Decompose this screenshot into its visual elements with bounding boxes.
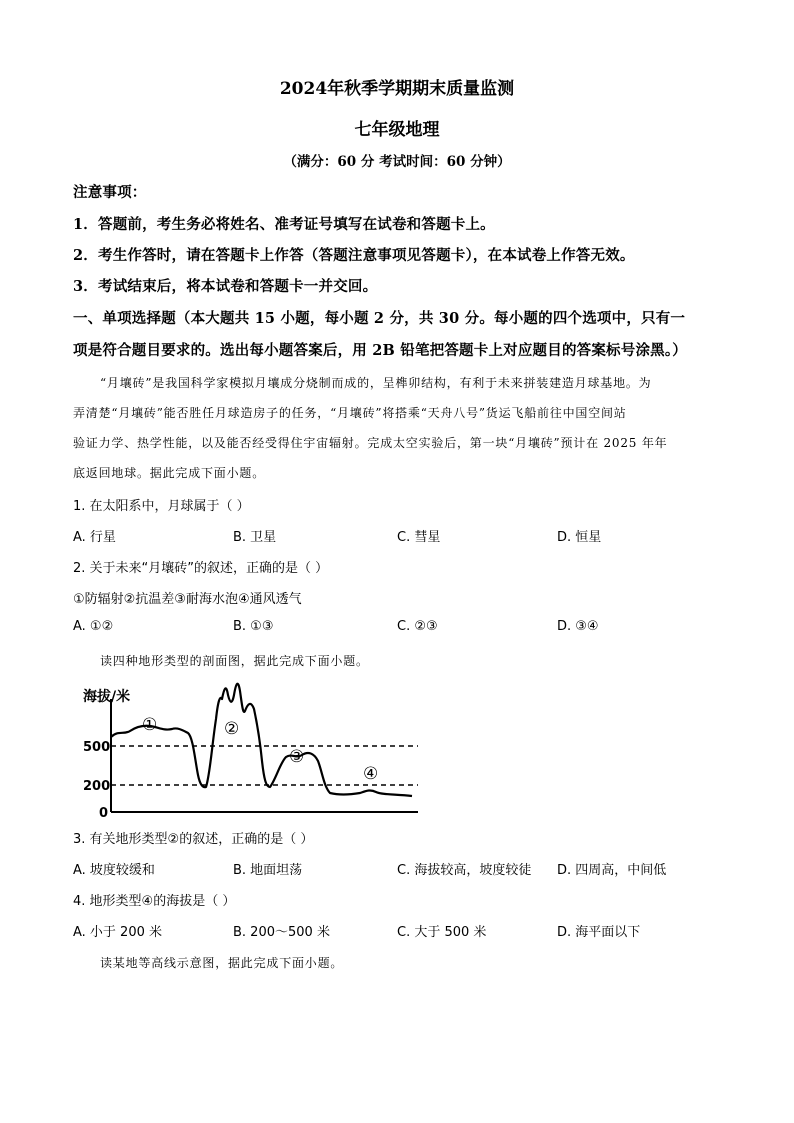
- option-b: B. 卫星: [233, 530, 277, 545]
- option-c: C. 大于 500 米: [397, 925, 487, 940]
- figure-ylabel: 海拔/米: [83, 689, 131, 705]
- terrain-profile-figure: [80, 675, 425, 820]
- passage-line: 验证力学、热学性能，以及能否经受得住宇宙辐射。完成太空实验后，第一块“月壤砖”预计在 2025 年年: [73, 436, 668, 450]
- landform-label-2: ②: [224, 719, 240, 739]
- note-item: 3．考试结束后，将本试卷和答题卡一并交回。: [73, 278, 378, 295]
- question-stem: 3. 有关地形类型②的叙述，正确的是（ ）: [73, 832, 314, 847]
- passage-line: 读四种地形类型的剖面图，据此完成下面小题。: [100, 654, 369, 668]
- option-d: D. 恒星: [557, 530, 602, 545]
- tick-label-200: 200: [83, 779, 111, 794]
- question-choices: ①防辐射②抗温差③耐海水泡④通风透气: [73, 592, 302, 607]
- passage-line: “月壤砖”是我国科学家模拟月壤成分烧制而成的，呈榫卯结构，有利于未来拼装建造月球基地。为: [100, 376, 652, 390]
- option-c: C. ②③: [397, 619, 438, 634]
- option-d: D. ③④: [557, 619, 599, 634]
- question-stem: 1. 在太阳系中，月球属于（ ）: [73, 499, 250, 514]
- option-b: B. 地面坦荡: [233, 863, 303, 878]
- option-b: B. 200～500 米: [233, 925, 330, 940]
- option-b: B. ①③: [233, 619, 274, 634]
- option-d: D. 四周高，中间低: [557, 863, 667, 878]
- passage-line: 弄清楚“月壤砖”能否胜任月球造房子的任务，“月壤砖”将搭乘“天舟八号”货运飞船前往中国空间站: [73, 406, 627, 420]
- section-heading: 一、单项选择题（本大题共 15 小题，每小题 2 分，共 30 分。每小题的四个选项中，只有一: [73, 310, 686, 327]
- landform-label-4: ④: [363, 764, 379, 784]
- option-a: A. 坡度较缓和: [73, 863, 155, 878]
- tick-label-0: 0: [99, 806, 109, 820]
- landform-label-3: ③: [289, 747, 305, 767]
- note-item: 1．答题前，考生务必将姓名、准考证号填写在试卷和答题卡上。: [73, 216, 495, 233]
- question-stem: 2. 关于未来“月壤砖”的叙述，正确的是（ ）: [73, 561, 329, 576]
- section-heading: 项是符合题目要求的。选出每小题答案后，用 2B 铅笔把答题卡上对应题目的答案标号涂黑。）: [73, 342, 687, 359]
- note-item: 2．考生作答时，请在答题卡上作答（答题注意事项见答题卡），在本试卷上作答无效。: [73, 247, 635, 264]
- notes-heading: 注意事项：: [73, 184, 147, 201]
- exam-title: 2024年秋季学期期末质量监测: [279, 79, 515, 99]
- option-c: C. 海拔较高，坡度较徒: [397, 863, 532, 878]
- option-c: C. 彗星: [397, 530, 441, 545]
- option-a: A. 小于 200 米: [73, 925, 163, 940]
- exam-info: （满分：60 分 考试时间：60 分钟）: [283, 154, 511, 170]
- passage-line: 读某地等高线示意图，据此完成下面小题。: [100, 956, 344, 970]
- passage-line: 底返回地球。据此完成下面小题。: [73, 466, 266, 480]
- option-a: A. 行星: [73, 530, 116, 545]
- exam-subject: 七年级地理: [354, 120, 440, 140]
- option-d: D. 海平面以下: [557, 925, 641, 940]
- question-stem: 4. 地形类型④的海拔是（ ）: [73, 894, 236, 909]
- landform-label-1: ①: [142, 715, 158, 735]
- tick-label-500: 500: [83, 740, 111, 755]
- option-a: A. ①②: [73, 619, 114, 634]
